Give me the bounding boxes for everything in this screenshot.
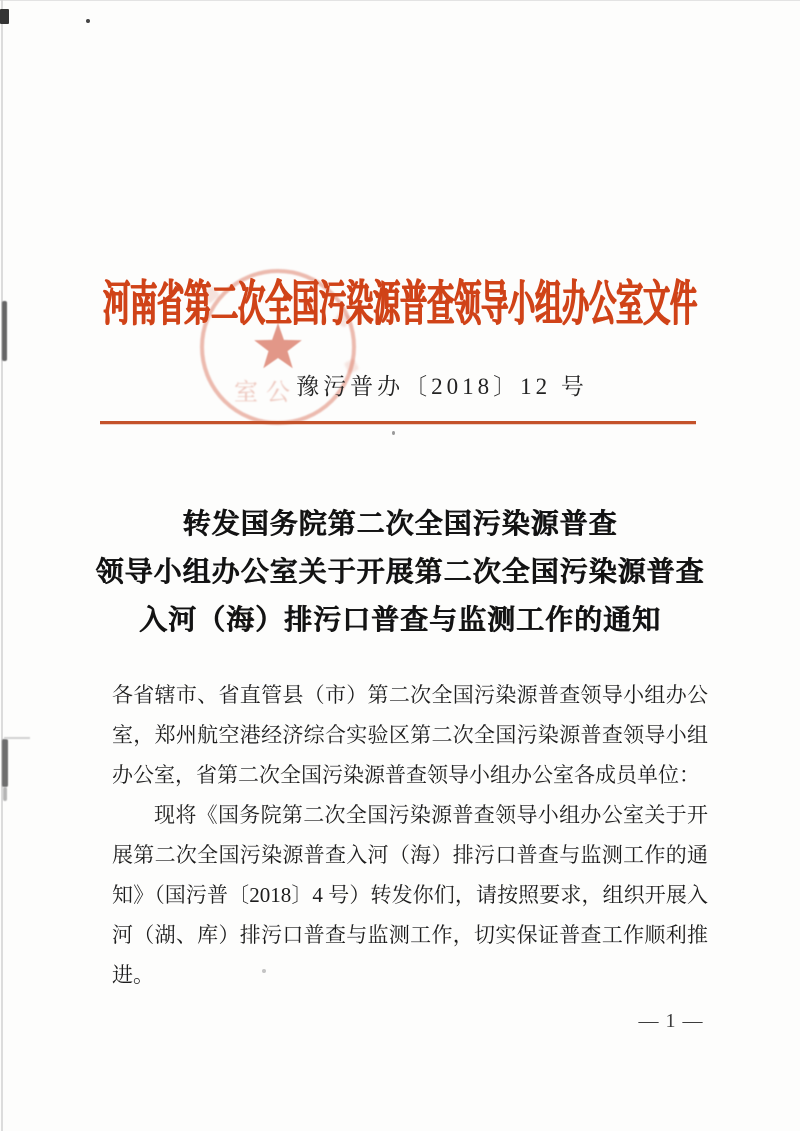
document-number: 豫污普办〔2018〕12 号 [296,374,588,399]
document-title-line-1: 转发国务院第二次全国污染源普查 [182,508,618,539]
document-title-line-2: 领导小组办公室关于开展第二次全国污染源普查 [95,556,705,587]
body-paragraph-salutation: 各省辖市、省直管县（市）第二次全国污染源普查领导小组办公室，郑州航空港经济综合实验区第二次全国污染源普查领导小组办公室，省第二次全国污染源普查领导小组办公室各成员单位： [112,683,708,787]
scan-speck [86,19,90,23]
scan-binding-mark-2-tail [3,787,7,801]
letterhead-org-title-text: 河南省第二次全国污染源普查领导小组办公室文件 [103,276,697,331]
page-number: — 1 — [638,1010,704,1032]
scan-edge-top [0,0,800,1]
document-title-line-3: 入河（海）排污口普查与监测工作的通知 [138,604,661,635]
document-body [112,675,708,995]
scan-speck [392,431,395,435]
scan-binding-mark-2 [2,739,8,787]
scan-corner-mark [0,9,9,24]
letterhead-org-title [0,268,800,330]
scan-binding-mark-2-tick [4,737,30,739]
body-paragraph-main: 现将《国务院第二次全国污染源普查领导小组办公室关于开展第二次全国污染源普查入河（海）排污口普查与监测工作的通知》（国污普〔2018〕4 号）转发你们，请按照要求，组织开展入河（湖、库）排污口普查与监测工作，切实保证普查工作顺利推进。 [112,803,708,987]
document-title [0,500,800,644]
seal-visible-text: 室公 [234,380,298,406]
red-separator-line [100,421,696,424]
